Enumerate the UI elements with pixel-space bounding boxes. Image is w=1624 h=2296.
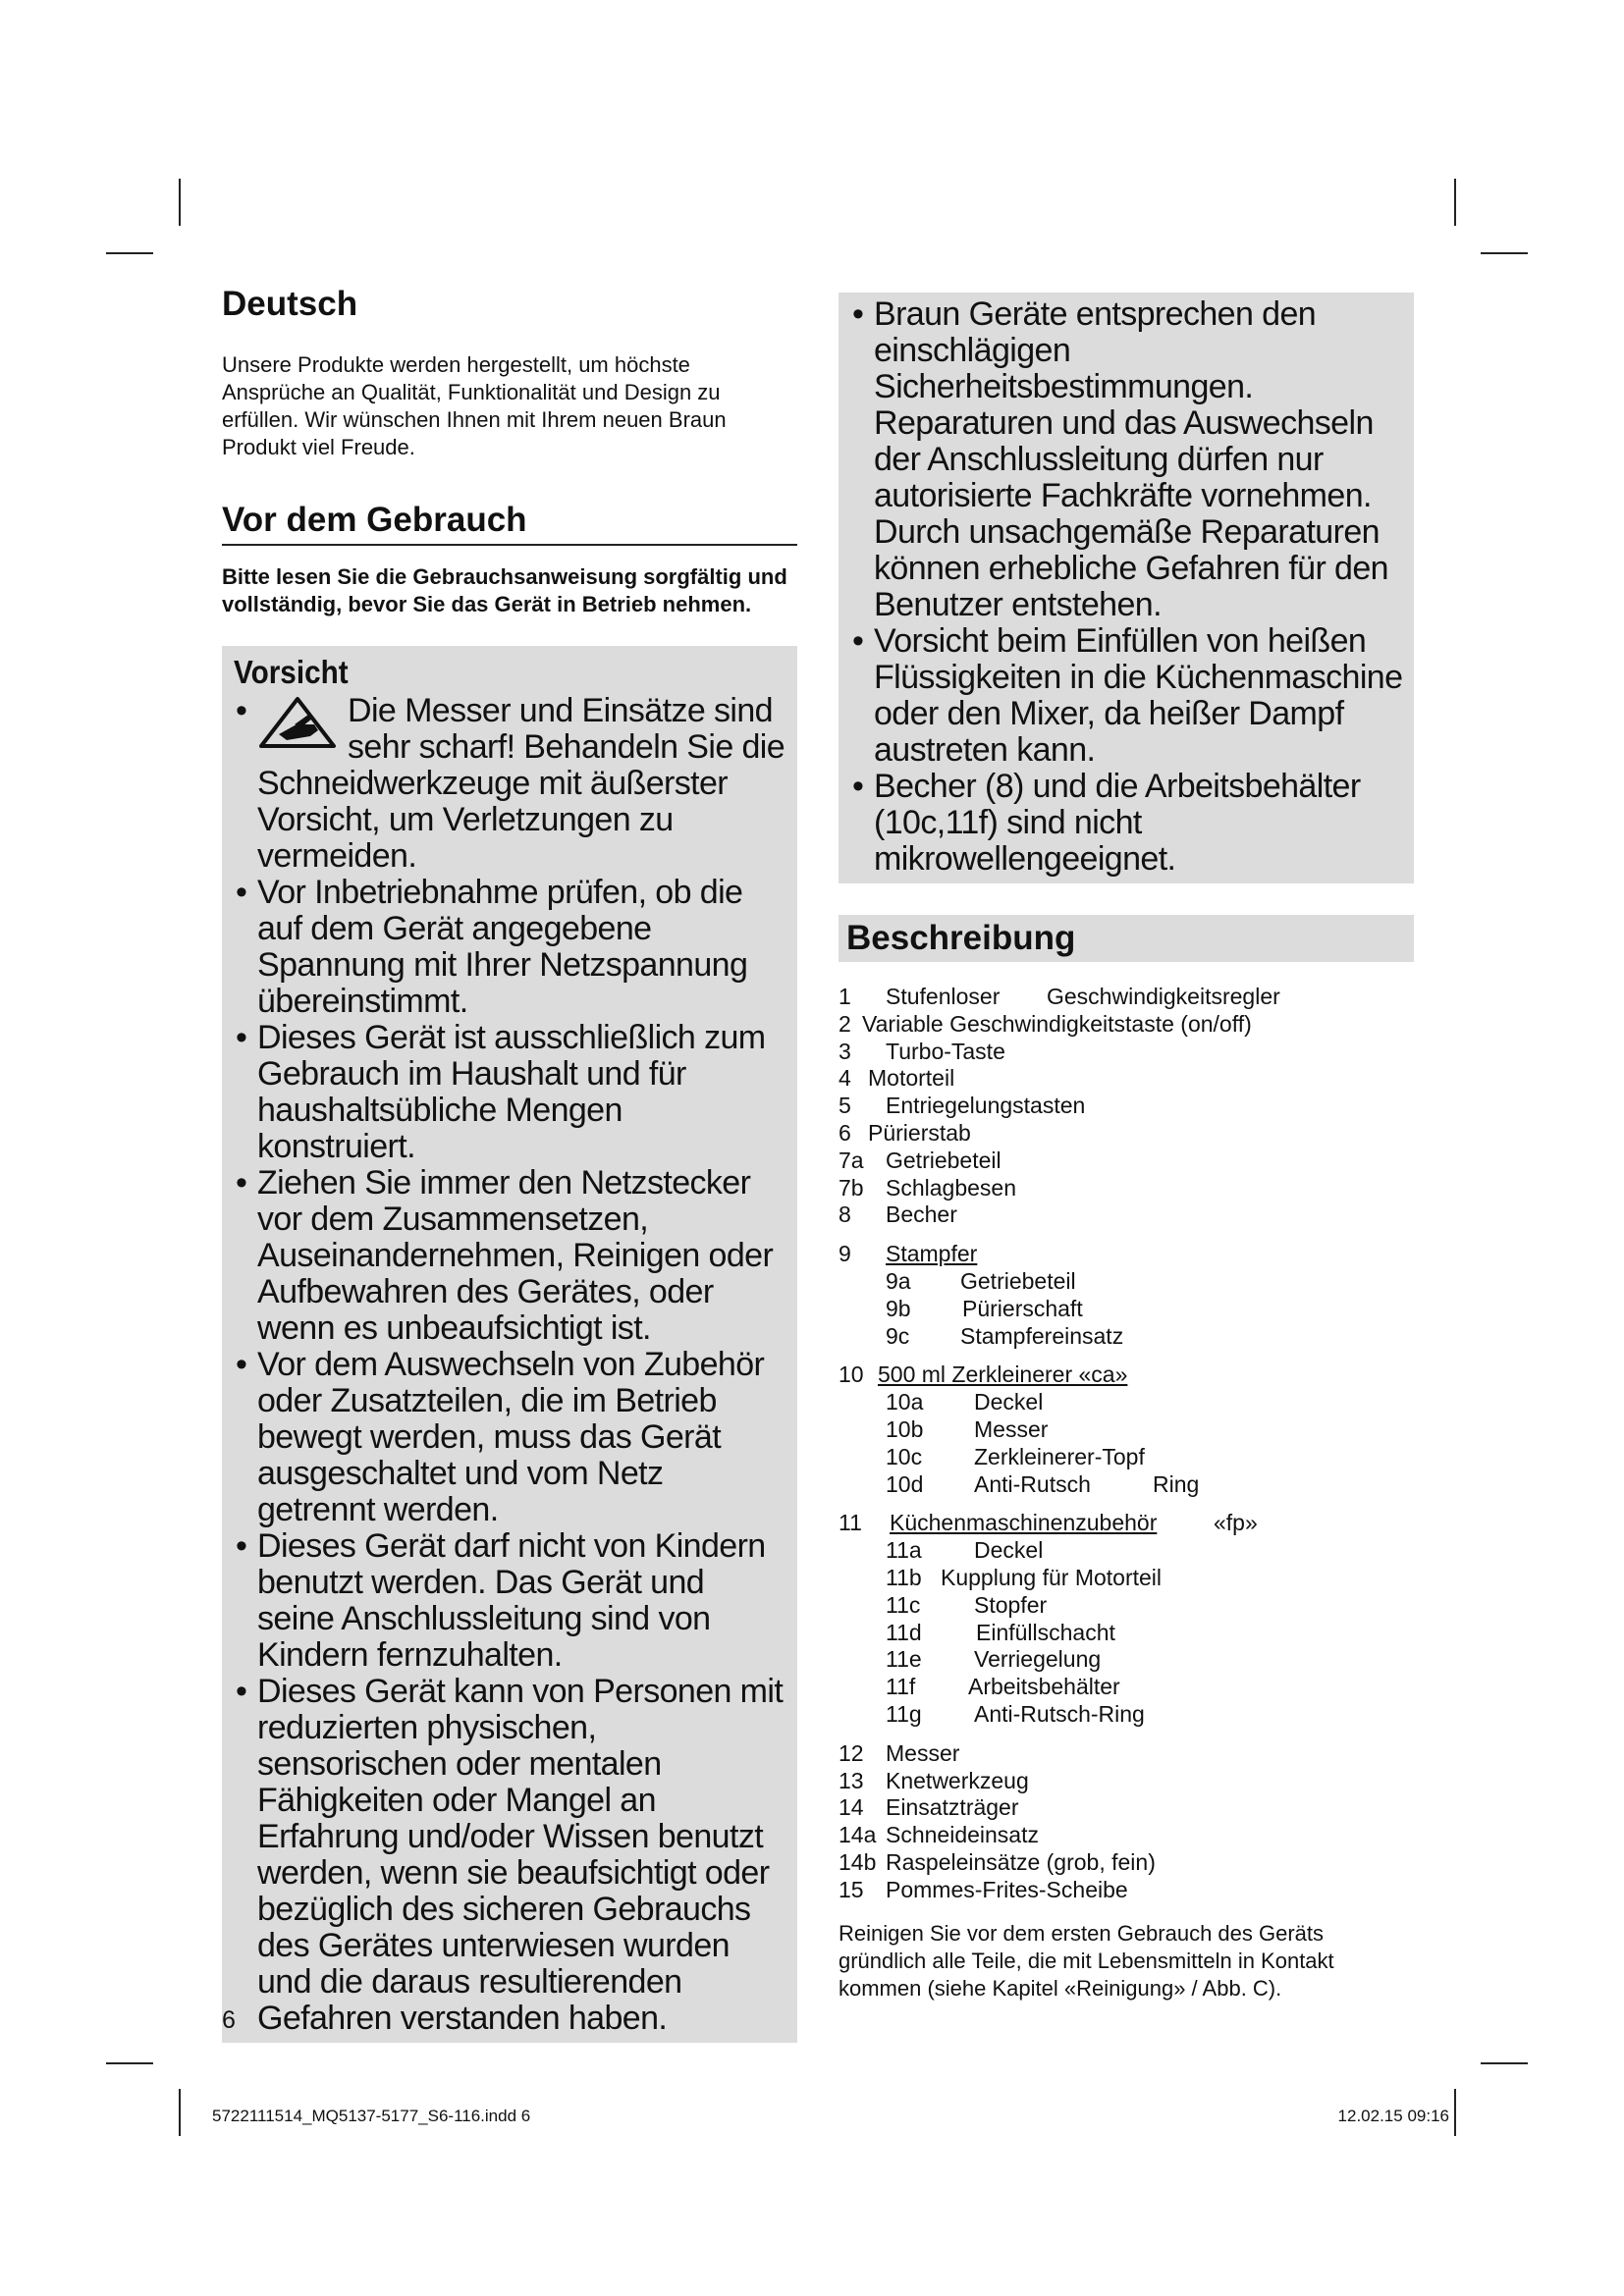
list-item: 11b Kupplung für Motorteil (886, 1564, 1163, 1590)
caution-box (222, 646, 797, 2043)
list-item: 13 Knetwerkzeug (839, 1767, 1029, 1793)
intro-paragraph: Unsere Produkte werden hergestellt, um höchste Ansprüche an Qualität, Funktionalität und Design zu erfüllen. Wir wünschen Ihnen mit Ihrem neuen Braun Produkt viel Freude. (222, 352, 727, 459)
description-heading-box (839, 915, 1414, 962)
list-item: 11d Einfüllschacht (886, 1619, 1115, 1645)
list-item: 11g Anti-Rutsch-Ring (886, 1700, 1145, 1727)
caution-list-continued (850, 296, 1404, 878)
list-item: 10c Zerkleinerer-Topf (886, 1443, 1145, 1469)
list-item: 11 Küchenmaschinenzubehör «fp» (839, 1510, 1258, 1536)
caution-item: • Dieses Gerät darf nicht von Kindern benutzt werden. Das Gerät und seine Anschlussleitung sind von Kindern fernzuhalten. (234, 1528, 787, 1674)
list-item: 10 500 ml Zerkleinerer «ca» (839, 1362, 1128, 1388)
caution-item: • Ziehen Sie immer den Netzstecker vor dem Zusammensetzen, Auseinandernehmen, Reinigen oder Aufbewahren des Gerätes, oder wenn es unbeaufsichtigt ist. (234, 1165, 787, 1347)
list-item: 9a Getriebeteil (886, 1267, 1076, 1294)
caution-item: • Die Messer und Einsätze sind sehr scharf! Behandeln Sie die Schneidwerkzeuge mit äußerster Vorsicht, um Verletzungen zu vermeiden. (234, 693, 787, 875)
list-item: 10d Anti-Rutsch Ring (886, 1470, 1200, 1497)
list-item: 9 Stampfer (839, 1241, 978, 1267)
caution-box-continued (839, 293, 1414, 883)
crop-mark (106, 2062, 153, 2064)
page-number: 6 (222, 2006, 236, 2034)
list-item: 7a Getriebeteil (839, 1147, 1001, 1173)
list-item: 11a Deckel (886, 1537, 1044, 1564)
footer-filename: 5722111514_MQ5137-5177_S6-116.indd 6 (212, 2107, 531, 2125)
page-title: Deutsch (222, 285, 358, 323)
list-item: 1 Stufenloser Geschwindigkeitsregler (839, 984, 1280, 1009)
cleaning-note: Reinigen Sie vor dem ersten Gebrauch des Geräts gründlich alle Teile, die mit Lebensmitteln in Kontakt kommen (siehe Kapitel «Reinigung» / Abb. C). (839, 1920, 1334, 2001)
caution-item: • Dieses Gerät ist ausschließlich zum Gebrauch im Haushalt und für haushaltsübliche Mengen konstruiert. (234, 1020, 787, 1165)
list-item: 11e Verriegelung (886, 1646, 1102, 1673)
list-item: 14b Raspeleinsätze (grob, fein) (839, 1848, 1156, 1875)
list-item: 14 Einsatzträger (839, 1794, 1019, 1821)
list-item: 12 Messer (839, 1739, 960, 1766)
list-item: 5 Entriegelungstasten (839, 1093, 1086, 1119)
crop-mark (1454, 179, 1456, 226)
list-item: 4 Motorteil (839, 1065, 955, 1092)
section-heading-before-use: Vor dem Gebrauch (222, 501, 797, 546)
crop-mark (1481, 2062, 1528, 2064)
crop-mark (1454, 2089, 1456, 2136)
caution-item: • Dieses Gerät kann von Personen mit reduzierten physischen, sensorischen oder mentalen Fähigkeiten oder Mangel an Erfahrung und/oder Wissen benutzt werden, wenn sie beaufsichtigt oder bezüglich des sicheren Gebrauchs des Gerätes unterwiesen wurden und die daraus resultierenden Gefahren verstanden haben. (234, 1674, 787, 2037)
list-item: 10b Messer (886, 1415, 1049, 1442)
list-item: 11f Arbeitsbehälter (886, 1674, 1120, 1700)
caution-list (234, 693, 787, 2037)
caution-item: • Vor dem Auswechseln von Zubehör oder Zusatzteilen, die im Betrieb bewegt werden, muss das Gerät ausgeschaltet und vom Netz getrennt werden. (234, 1347, 787, 1528)
list-item: 9c Stampfereinsatz (886, 1322, 1124, 1349)
sharp-blade-warning-icon (257, 695, 338, 750)
list-item: 3 Turbo-Taste (839, 1038, 1005, 1064)
caution-heading: Vorsicht (234, 654, 349, 690)
list-item: 11c Stopfer (886, 1591, 1048, 1618)
list-item: 7b Schlagbesen (839, 1174, 1016, 1201)
footer-date: 12.02.15 09:16 (1337, 2107, 1449, 2125)
left-column (222, 285, 797, 2043)
list-item: 10a Deckel (886, 1389, 1044, 1415)
caution-item: • Braun Geräte entsprechen den einschlägigen Sicherheitsbestimmungen. Reparaturen und das Auswechseln der Anschlussleitung dürfen nur autorisierte Fachkräfte vornehmen. Durch unsachgemäße Reparaturen können erhebliche Gefahren für den Benutzer entstehen. (850, 296, 1404, 623)
caution-item: • Becher (8) und die Arbeitsbehälter (10c,11f) sind nicht mikrowellengeeignet. (850, 769, 1404, 878)
list-item: 9b Pürierschaft (886, 1295, 1083, 1321)
list-item: 2 Variable Geschwindigkeitstaste (on/off) (839, 1010, 1252, 1037)
read-instructions-note: Bitte lesen Sie die Gebrauchsanweisung sorgfältig und vollständig, bevor Sie das Gerät in Betrieb nehmen. (222, 564, 787, 616)
list-item: 6 Pürierstab (839, 1119, 971, 1146)
section-heading-description: Beschreibung (846, 919, 1076, 957)
list-item: 8 Becher (839, 1201, 957, 1228)
crop-mark (106, 252, 153, 254)
list-item: 15 Pommes-Frites-Scheibe (839, 1876, 1128, 1902)
caution-item: • Vorsicht beim Einfüllen von heißen Flüssigkeiten in die Küchenmaschine oder den Mixer, da heißer Dampf austreten kann. (850, 623, 1404, 769)
parts-list (839, 984, 1414, 1904)
right-column (839, 293, 1414, 2024)
caution-item: • Vor Inbetriebnahme prüfen, ob die auf dem Gerät angegebene Spannung mit Ihrer Netzspannung übereinstimmt. (234, 875, 787, 1020)
crop-mark (179, 2089, 181, 2136)
crop-mark (1481, 252, 1528, 254)
crop-mark (179, 179, 181, 226)
list-item: 14a Schneideinsatz (839, 1822, 1039, 1848)
